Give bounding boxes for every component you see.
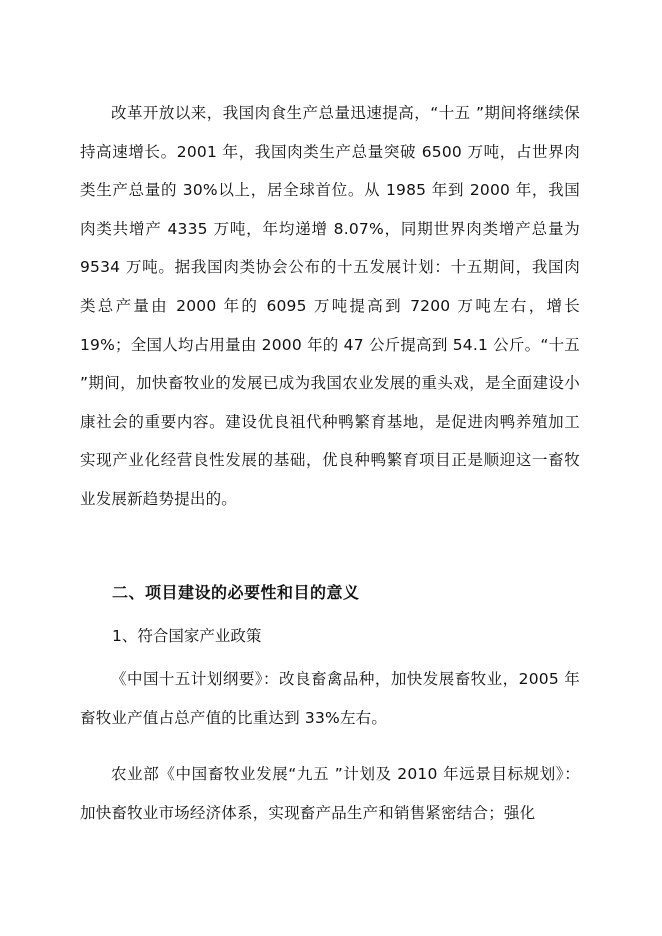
subsection-heading: 1、符合国家产业政策: [112, 627, 262, 645]
paragraph-ministry-plan: 农业部《中国畜牧业发展“九五 ”计划及 2010 年远景目标规划》：加快畜牧业市场经济体系，实现畜产品生产和销售紧密结合；强化: [80, 765, 580, 822]
paragraph-five-year-plan: 《中国十五计划纲要》：改良畜禽品种，加快发展畜牧业，2005 年畜牧业产值占总产值的比重达到 33%左右。: [80, 670, 580, 727]
section-heading: 二、项目建设的必要性和目的意义: [112, 583, 360, 602]
paragraph-meat-production: 改革开放以来，我国肉食生产总量迅速提高，“十五 ”期间将继续保持高速增长。2001 年，我国肉类生产总量突破 6500 万吨，占世界肉类生产总量的 30%以上，居全球首位。从 1985 年到 2000 年，我国肉类共增产 4335 万吨，年均递增 8.07%，同期世界肉类增产总量为9534 万吨。据我国肉类协会公布的十五发展计划：十五期间，我国肉类总产量由 2000 年的 6095 万吨提高到 7200 万吨左右，增长 19%；全国人均占用量由 2000 年的 47 公斤提高到 54.1 公斤。“十五 ”期间，加快畜牧业的发展已成为我国农业发展的重头戏，是全面建设小康社会的重要内容。建设优良祖代种鸭繁育基地，是促进肉鸭养殖加工实现产业化经营良性发展的基础，优良种鸭繁育项目正是顺迎这一畜牧业发展新趋势提出的。: [80, 104, 580, 508]
